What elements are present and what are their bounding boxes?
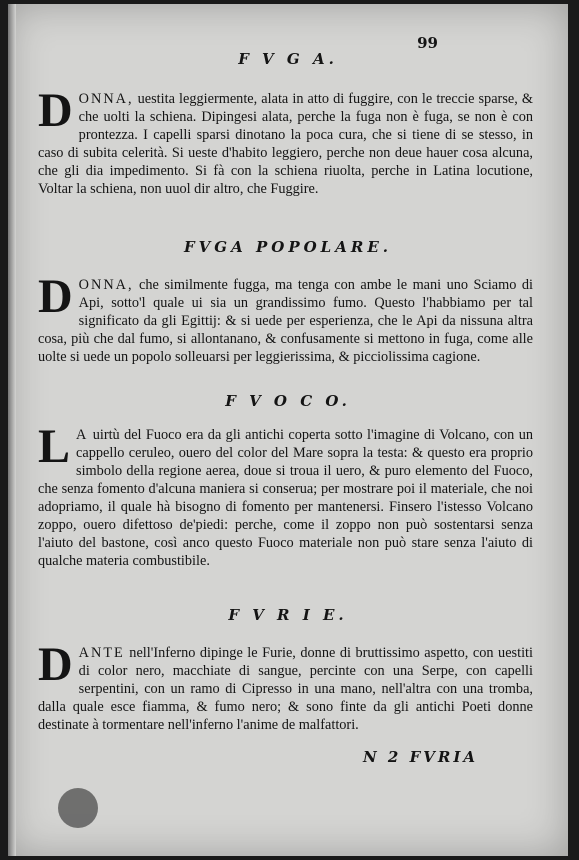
lead-word: ONNA, — [78, 91, 134, 107]
dropcap: D — [38, 270, 73, 323]
heading-fuga: F V G A. — [238, 50, 338, 68]
book-page — [8, 4, 568, 856]
heading-fuga-popolare: FVGA POPOLARE. — [184, 238, 392, 256]
lead-word: ONNA, — [78, 277, 134, 293]
paragraph-fuga-popolare — [38, 270, 533, 366]
paragraph-furie — [38, 638, 533, 734]
heading-furie: F V R I E. — [228, 606, 348, 624]
dropcap: D — [38, 638, 73, 691]
paragraph-text: che similmente fugga, ma tenga con ambe le mani uno Sciamo di Api, sotto'l quale ui sia un grandissimo fumo. Questo l'habbiamo per tal significato da gli Egittij: & si uede per esperienza, che le Api da nissuna altra cosa, più che dal fumo, si allontanano, & confusamente si mettono in fuga, come alle uolte si uede un popolo solleuarsi per leggierissima, & picciolissima cagione. — [38, 277, 533, 365]
catchword: N 2 FVRIA — [362, 748, 478, 766]
dropcap: L — [38, 420, 71, 473]
page-number: 99 — [417, 34, 438, 52]
paragraph-fuga — [38, 84, 533, 198]
dropcap: D — [38, 84, 73, 137]
paragraph-text: uirtù del Fuoco era da gli antichi coperta sotto l'imagine di Volcano, con un cappello ceruleo, ouero del color del Mare sopra la testa: & questo era proprio simbolo della regione aerea, doue si troua il uero, & puro elemento del Fuoco, che senza fomento d'alcuna maniera si conserua; per mostrare poi il materiale, che noi adopriamo, il quale hà bisogno di fomento per mantenersi. Finsero l'istesso Volcano zoppo, ouero difettoso de'piedi: perche, come il zoppo non può sostentarsi senza l'aiuto del bastone, così anco questo Fuoco materiale non può stare senza l'aiuto di qualche materia combustibile. — [38, 427, 533, 569]
page-gutter — [8, 4, 16, 856]
ink-stain — [58, 788, 98, 828]
paragraph-fuoco — [38, 420, 533, 570]
lead-word: ANTE — [78, 645, 125, 661]
paragraph-text: nell'Inferno dipinge le Furie, donne di bruttissimo aspetto, con uestiti di color nero, macchiate di sangue, percinte con una Serpe, con capelli serpentini, con un ramo di Cipresso in una mano, nell'altra con una tromba, dalla quale esce fiamma, & fumo nero; & sono finte da gli antichi Poeti donne destinate à tormentare nell'inferno l'anime de malfattori. — [38, 645, 533, 733]
lead-word: A — [76, 427, 89, 443]
heading-fuoco: F V O C O. — [225, 392, 351, 410]
paragraph-text: uestita leggiermente, alata in atto di fuggire, con le treccie sparse, & che uolti la schiena. Dipingesi alata, perche la fuga non è fuga, se non è con prontezza. I capelli sparsi dinotano la poca cura, che si tiene di se stesso, in caso di subita celerità. Si ueste d'habito leggiero, perche non deue hauer cosa alcuna, che gli dia impedimento. Si fà con la schiena riuolta, perche in Latina locutione, Voltar la schiena, non uuol dir altro, che Fuggire. — [38, 91, 533, 197]
